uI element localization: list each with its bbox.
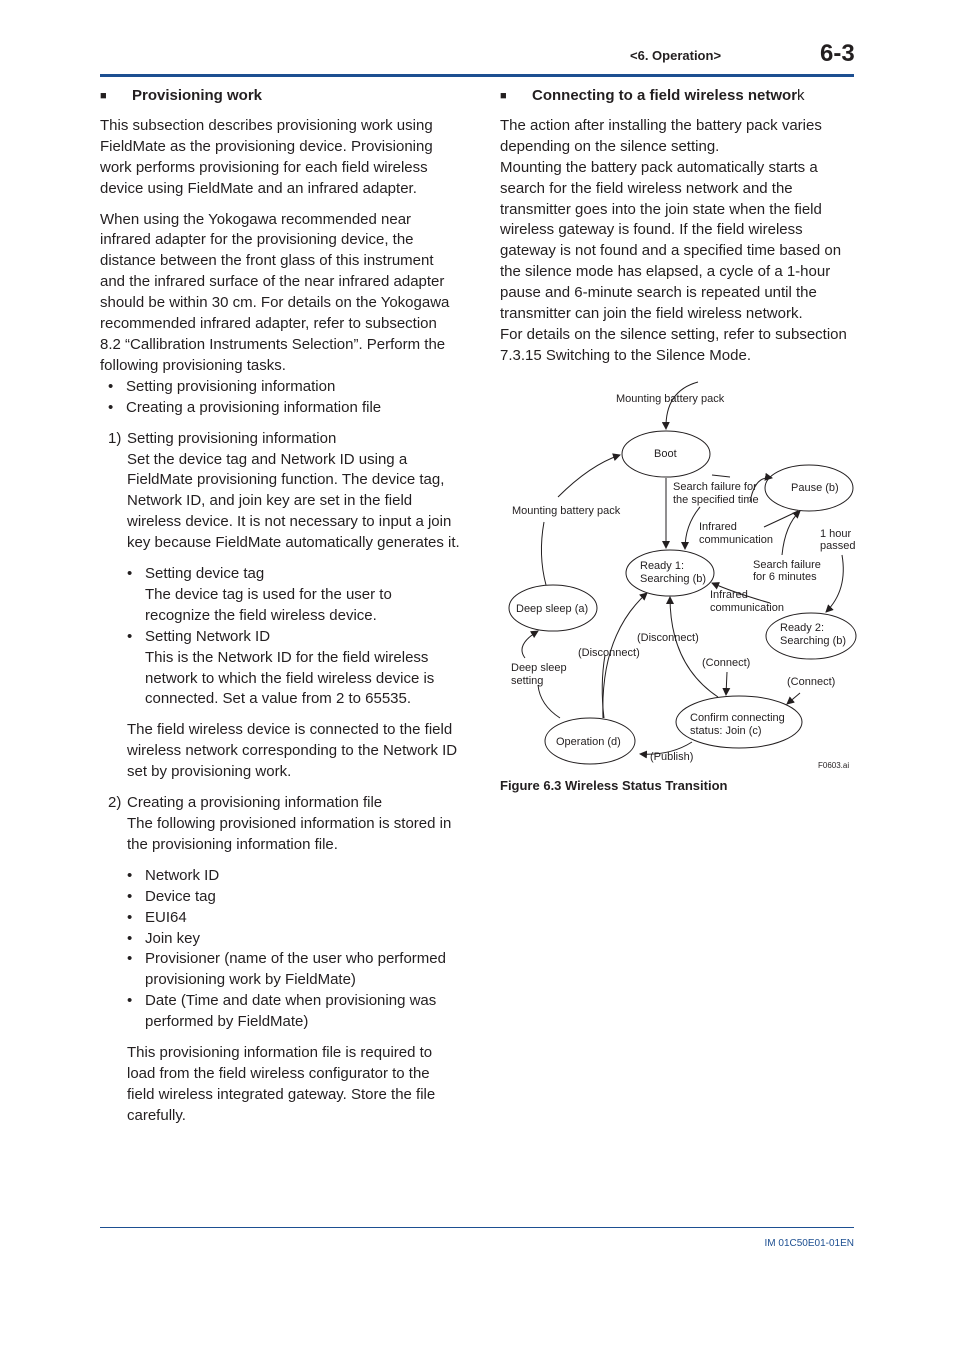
arrow-pause-arc (712, 475, 730, 477)
arrow-infrared1-to-ready1 (685, 507, 700, 549)
list-item: • Provisioner (name of the user who performed provisioning work by FieldMate) (100, 949, 460, 991)
label-ready2-l2: Searching (b) (780, 635, 847, 647)
network-id-title: Setting Network ID (145, 627, 271, 645)
header-section: <6. Operation> (630, 48, 722, 63)
label-infrared2-l2: communication (710, 602, 784, 614)
step-2: 2) Creating a provisioning information file The following provisioned information is stored in the provisioning information file. (100, 793, 460, 856)
label-infrared2-l1: Infrared (710, 589, 748, 601)
bullet-icon: • (108, 398, 114, 416)
label-deep-sleep-setting-l2: setting (511, 675, 544, 687)
bullet-icon: • (127, 908, 133, 926)
header-rule (100, 74, 854, 77)
arrow-connect-confirm (726, 672, 727, 695)
label-ready1-l2: Searching (b) (640, 573, 707, 585)
state-diagram-svg (500, 375, 860, 775)
step-1-title: Setting provisioning information (127, 429, 337, 447)
arrow-pause-to-ready2 (826, 555, 843, 612)
label-pause: Pause (b) (791, 482, 839, 494)
label-disconnect2: (Disconnect) (578, 647, 640, 659)
arrow-sleep-up (522, 631, 538, 658)
label-ready2-l1: Ready 2: (780, 622, 825, 634)
bullet-icon: • (127, 627, 133, 645)
step-1-body: Set the device tag and Network ID using a FieldMate provisioning function. The device tag, Network ID, and join key are set in the field wireless device. It is not necessary to input a join key because FieldMate automatically generates it. (127, 450, 460, 552)
network-para-3: For details on the silence setting, refer to subsection 7.3.15 Switching to the Silence Mode. (500, 325, 847, 364)
right-column (500, 86, 858, 367)
label-infrared1-l1: Infrared (699, 521, 737, 533)
left-column (100, 86, 460, 1127)
wireless-status-diagram (500, 375, 860, 775)
label-mount-top: Mounting battery pack (616, 393, 725, 405)
label-search6-l2: for 6 minutes (753, 571, 817, 583)
bullet-icon: • (127, 992, 133, 1010)
list-item: • EUI64 (100, 908, 460, 929)
figure-caption: Figure 6.3 Wireless Status Transition (500, 778, 728, 793)
label-disconnect1: (Disconnect) (637, 632, 699, 644)
step-2-title: Creating a provisioning information file (127, 794, 383, 812)
step-1: 1) Setting provisioning information Set the device tag and Network ID using a FieldMate provisioning function. The device tag, Network ID, and join key are set in the field wireless device. It is not necessary to input a join key because FieldMate automatically generates it. (100, 429, 460, 554)
label-ready1-l1: Ready 1: (640, 560, 685, 572)
arrow-mount-to-boot (666, 382, 698, 429)
label-publish: (Publish) (650, 751, 694, 763)
label-hour-l1: 1 hour (820, 528, 852, 540)
label-operation: Operation (d) (556, 736, 621, 748)
provisioning-heading (100, 86, 460, 107)
label-connect1: (Connect) (702, 657, 751, 669)
list-item (100, 627, 460, 711)
network-heading-tail: k (797, 87, 805, 104)
network-para-2: Mounting the battery pack automatically starts a search for the field wireless network and the transmitter goes into the join state when the field wireless gateway is found. If the field wireless gateway is not found and a specified time based on the silence mode has elapsed, a cycle of a 1-hour pause and 6-minute search is repeated until the transmitter can join the field wireless network. (500, 158, 842, 323)
label-infrared1-l2: communication (699, 534, 773, 546)
label-confirm-l1: Confirm connecting (690, 712, 785, 724)
label-confirm-l2: status: Join (c) (690, 725, 762, 737)
step-2-note: This provisioning information file is required to load from the field wireless configurator to the field wireless integrated gateway. Store the file carefully. (127, 1044, 436, 1124)
square-bullet-icon: ■ (100, 90, 107, 102)
bullet-icon: • (127, 866, 133, 884)
label-mount-left: Mounting battery pack (512, 505, 621, 517)
arrow-mount-to-boot-left (558, 455, 620, 497)
arrow-op-to-sleep (538, 685, 560, 718)
arrow-sleep-side (541, 522, 546, 585)
bullet-icon: • (127, 950, 133, 968)
bullet-icon: • (108, 377, 114, 395)
square-bullet-icon: ■ (500, 90, 507, 102)
bullet-icon: • (127, 887, 133, 905)
network-id-body: This is the Network ID for the field wireless network to which the field wireless device is connected. Set a value from 2 to 65535. (145, 648, 435, 708)
provisioning-intro: This subsection describes provisioning work using FieldMate as the provisioning device. Provisioning work performs provisioning for each field wireless device using FieldMate and an infrared adapter. (100, 116, 433, 197)
network-heading (500, 86, 858, 107)
list-item: • Device tag (100, 887, 460, 908)
provisioning-heading-text: Provisioning work (132, 87, 263, 104)
label-deep-sleep-setting-l1: Deep sleep (511, 662, 567, 674)
infrared-adapter-paragraph: When using the Yokogawa recommended near infrared adapter for the provisioning device, the distance between the front glass of this instrument and the infrared surface of the near infrared adapter should be within 30 cm. For details on the Yokogawa recommended infrared adapter, refer to subsection 8.2 “Callibration Instruments Selection”. Perform the following provisioning tasks. (100, 210, 450, 374)
page-number: 6-3 (820, 40, 855, 67)
list-item: • Date (Time and date when provisioning was performed by FieldMate) (100, 991, 460, 1033)
list-item: • Join key (100, 929, 460, 950)
label-hour-l2: passed (820, 540, 856, 552)
label-deep-sleep: Deep sleep (a) (516, 603, 589, 615)
list-item: • Network ID (100, 866, 460, 887)
device-tag-title: Setting device tag (145, 565, 265, 583)
footer-rule (100, 1227, 854, 1228)
arrow-ready2-to-confirm (787, 693, 800, 704)
bullet-icon: • (127, 929, 133, 947)
device-tag-body: The device tag is used for the user to recognize the field wireless device. (145, 585, 392, 624)
network-para-1: The action after installing the battery pack varies depending on the silence setting. (500, 116, 822, 155)
step-2-body: The following provisioned information is stored in the provisioning information file. (127, 815, 452, 853)
label-search-fail-l2: the specified time (673, 494, 759, 506)
list-item (100, 564, 460, 627)
step-1-note: The field wireless device is connected to the field wireless network corresponding to the Network ID set by provisioning work. (127, 721, 458, 781)
footer-doc-id: IM 01C50E01-01EN (764, 1238, 854, 1249)
label-boot: Boot (654, 448, 677, 460)
network-heading-text: Connecting to a field wireless networ (532, 87, 798, 104)
bullet-icon: • (127, 565, 133, 583)
list-item: • Creating a provisioning information file (100, 398, 460, 419)
label-search-fail-l1: Search failure for (673, 481, 757, 493)
label-search6-l1: Search failure (753, 559, 821, 571)
label-connect2: (Connect) (787, 676, 836, 688)
label-file-id: F0603.ai (818, 761, 850, 770)
list-item: • Setting provisioning information (100, 377, 460, 398)
